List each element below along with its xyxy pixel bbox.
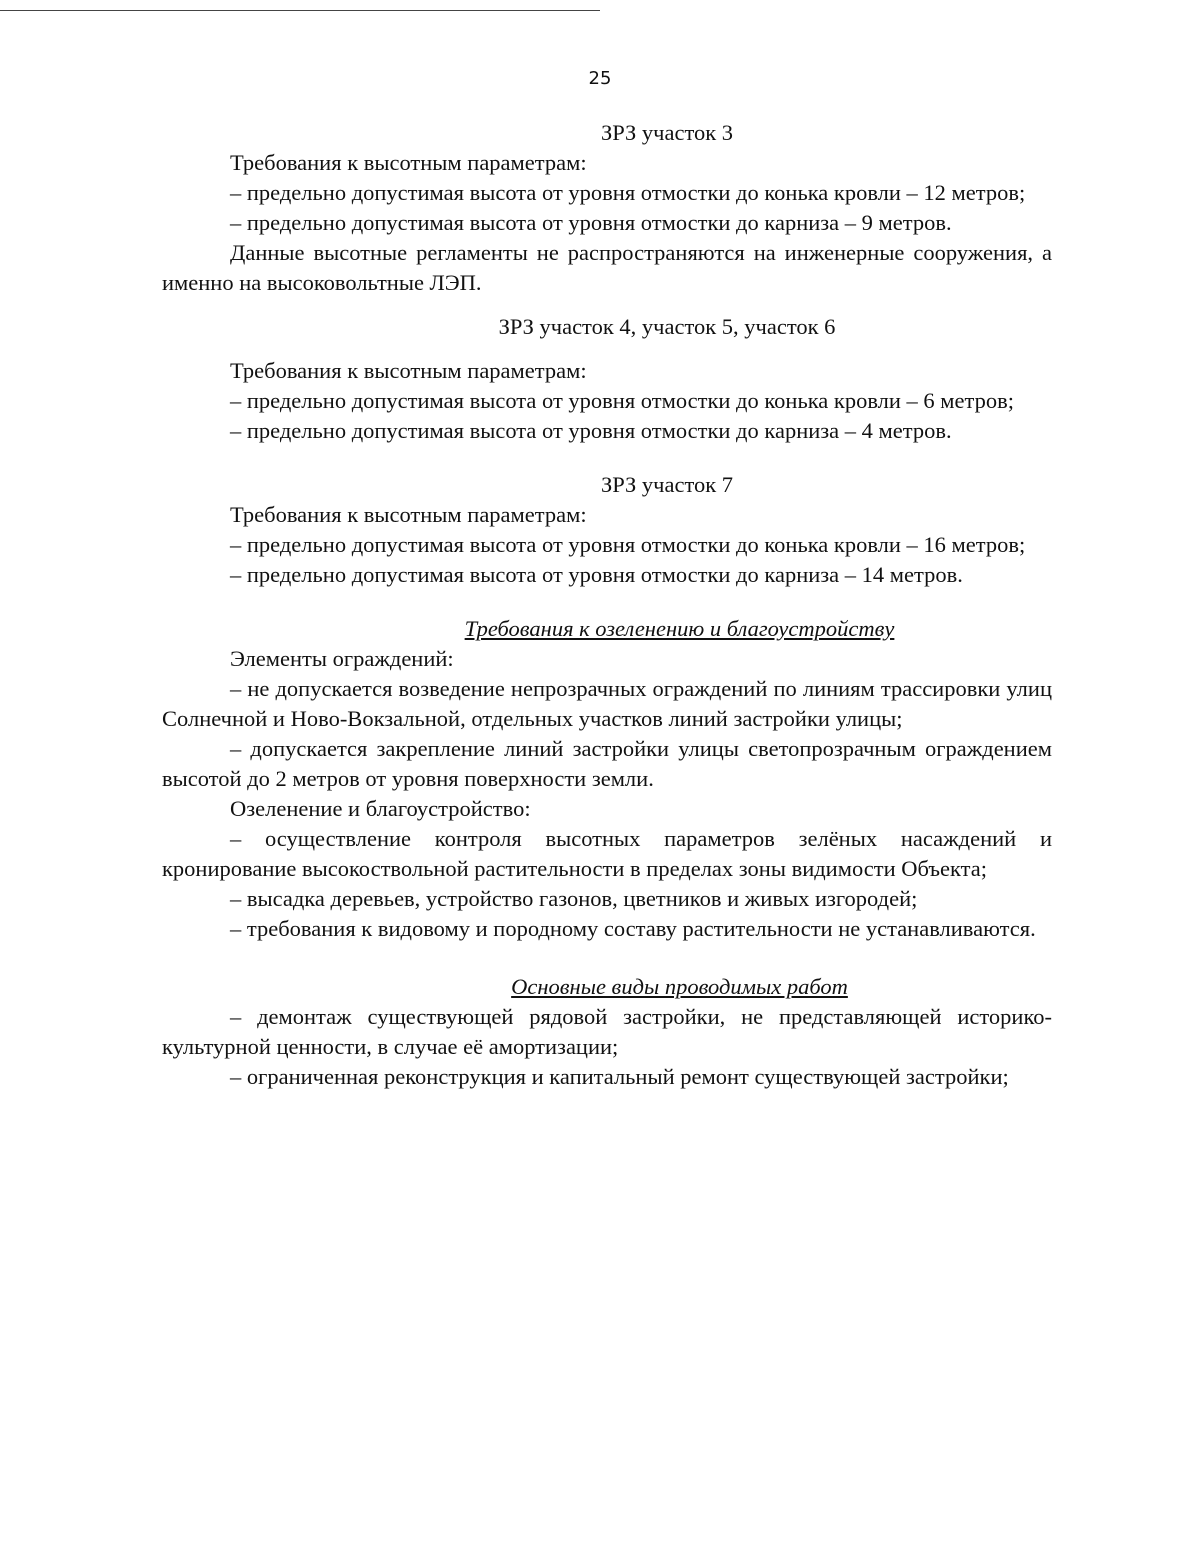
list-item: – предельно допустимая высота от уровня отмостки до конька кровли – 6 метров; <box>230 388 1015 413</box>
list-item: – высадка деревьев, устройство газонов, цветников и живых изгородей; <box>230 886 918 911</box>
list-item: – осуществление контроля высотных параметров зелёных насаждений и кронирование высокоствольной растительности в пределах зоны видимости Объекта; <box>162 826 1052 881</box>
section-main-works <box>162 972 1052 1092</box>
section-zrz-3 <box>162 118 1052 298</box>
section-landscaping <box>162 614 1052 944</box>
top-edge-line <box>0 10 600 11</box>
section-zrz-4-5-6 <box>162 312 1052 446</box>
paragraph: Требования к высотным параметрам: <box>230 358 587 383</box>
list-item: – требования к видовому и породному составу растительности не устанавливаются. <box>230 916 1036 941</box>
list-item: – допускается закрепление линий застройки улицы светопрозрачным ограждением высотой до 2 метров от уровня поверхности земли. <box>162 736 1052 791</box>
paragraph: Требования к высотным параметрам: <box>230 502 587 527</box>
list-item: – ограниченная реконструкция и капитальный ремонт существующей застройки; <box>230 1064 1009 1089</box>
section-heading: ЗРЗ участок 3 <box>600 120 734 145</box>
section-zrz-7 <box>162 470 1052 590</box>
section-heading: ЗРЗ участок 7 <box>600 472 734 497</box>
section-heading: ЗРЗ участок 4, участок 5, участок 6 <box>498 314 836 339</box>
document-body <box>162 118 1052 1092</box>
list-item: – предельно допустимая высота от уровня отмостки до карниза – 9 метров. <box>230 210 952 235</box>
list-item: – предельно допустимая высота от уровня отмостки до карниза – 14 метров. <box>230 562 963 587</box>
list-item: – не допускается возведение непрозрачных ограждений по линиям трассировки улиц Солнечной и Ново-Вокзальной, отдельных участков линий застройки улицы; <box>162 676 1052 731</box>
paragraph: Озеленение и благоустройство: <box>230 796 531 821</box>
paragraph: Требования к высотным параметрам: <box>230 150 587 175</box>
list-item: – демонтаж существующей рядовой застройки, не представляющей историко-культурной ценности, в случае её амортизации; <box>162 1004 1052 1059</box>
list-item: – предельно допустимая высота от уровня отмостки до конька кровли – 12 метров; <box>230 180 1026 205</box>
section-heading: Требования к озеленению и благоустройству <box>464 616 895 641</box>
paragraph: Данные высотные регламенты не распространяются на инженерные сооружения, а именно на высоковольтные ЛЭП. <box>162 240 1052 295</box>
list-item: – предельно допустимая высота от уровня отмостки до конька кровли – 16 метров; <box>230 532 1026 557</box>
list-item: – предельно допустимая высота от уровня отмостки до карниза – 4 метров. <box>230 418 952 443</box>
section-heading: Основные виды проводимых работ <box>511 974 848 999</box>
paragraph: Элементы ограждений: <box>230 646 454 671</box>
page-number: 25 <box>588 68 612 89</box>
